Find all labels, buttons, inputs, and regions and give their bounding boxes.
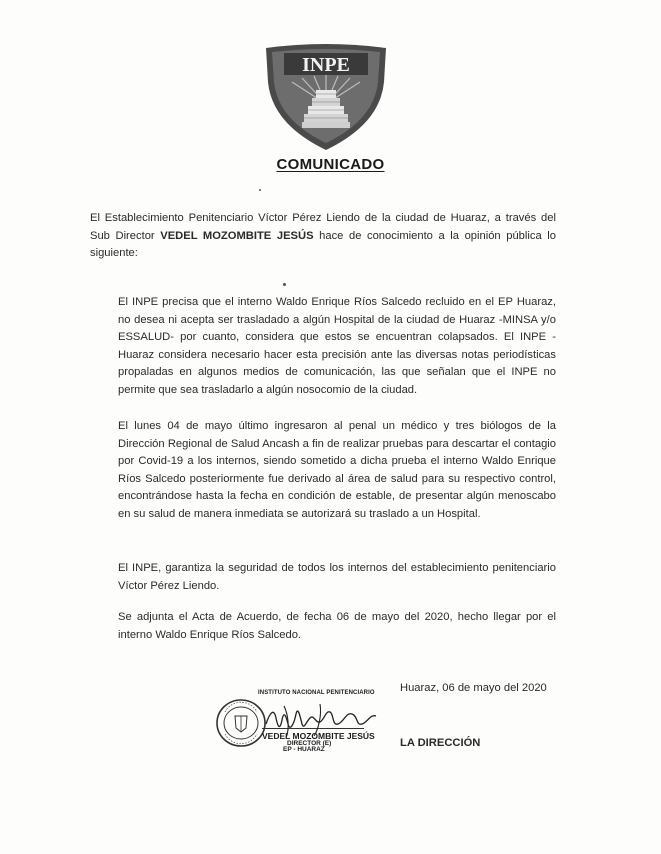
- date-line: Huaraz, 06 de mayo del 2020: [400, 682, 547, 694]
- signatory: LA DIRECCIÓN: [400, 737, 481, 749]
- paragraph-4: Se adjunta el Acta de Acuerdo, de fecha 06 de mayo del 2020, hecho llegar por el interno Waldo Enrique Ríos Salcedo.: [118, 611, 556, 641]
- speck: [283, 283, 286, 286]
- stamp-role: DIRECTOR (E): [287, 740, 332, 747]
- paragraph-1: El INPE precisa que el interno Waldo Enrique Ríos Salcedo recluido en el EP Huaraz, no desea ni acepta ser trasladado a algún Hospital de la ciudad de Huaraz -MINSA y/o ESSALUD- por cuanto, considera que estos se encuentran colapsados. El INPE - Huaraz considera necesario hacer esta precisión ante las diversas notas periodísticas propaladas en algunos medios de comunicación, las que señalan que el INPE no permite que sea trasladarlo a algún nosocomio de la ciudad.: [118, 296, 556, 396]
- inpe-logo: [262, 42, 390, 152]
- paragraph-3: El INPE, garantiza la seguridad de todos los internos del establecimiento penitenciario Víctor Pérez Liendo.: [118, 562, 556, 592]
- speck: [259, 189, 261, 191]
- handwritten-signature: [260, 694, 380, 742]
- paragraph-2: El lunes 04 de mayo último ingresaron al penal un médico y tres biólogos de la Dirección Regional de Salud Ancash a fin de realizar pruebas para descartar el contagio por Covid-19 a los internos, siendo sometido a dicha prueba el interno Waldo Enrique Ríos Salcedo posteriormente fue derivado al área de salud para su respectivo control, encontrándose hasta la fecha en condición de estable, de presentar algún menoscabo en su salud de manera inmediata se autorizará su traslado a un Hospital.: [118, 420, 556, 520]
- subdirector-name: VEDEL MOZOMBITE JESÚS: [160, 229, 314, 242]
- stamp-name: VEDEL MOZOMBITE JESÚS: [262, 731, 375, 741]
- intro-paragraph: El Establecimiento Penitenciario Víctor Pérez Liendo de la ciudad de Huaraz, a través del Sub Director VEDEL MOZOMBITE JESÚS hace de conocimiento a la opinión pública lo siguiente:: [90, 212, 556, 260]
- page-title: COMUNICADO: [276, 156, 385, 173]
- stamp-office: EP - HUARAZ: [283, 746, 325, 753]
- stamp-institution: INSTITUTO NACIONAL PENITENCIARIO: [258, 690, 375, 696]
- logo-text: INPE: [302, 54, 350, 76]
